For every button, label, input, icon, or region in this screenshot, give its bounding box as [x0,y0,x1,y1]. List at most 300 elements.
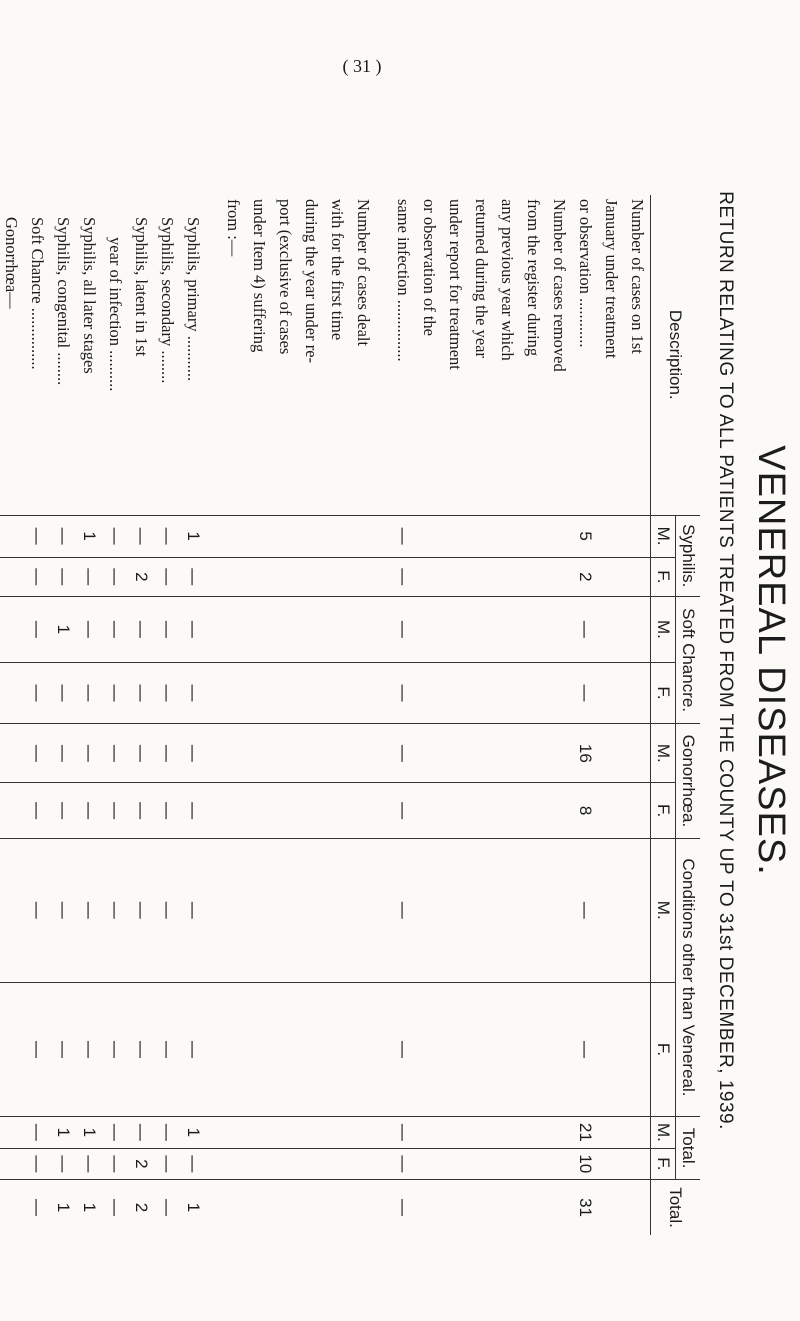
table-row [390,195,416,1235]
cell-soft-chancre-f [350,662,376,723]
cell-grand-total [324,1180,350,1235]
cell-gonorrhoea-m [416,724,442,783]
row-description: from the register during [524,199,543,357]
cell-gonorrhoea-m [624,724,651,783]
spacer-cell [376,1180,390,1235]
cell-soft-chancre-m: — [390,596,416,662]
cell-gonorrhoea-f: 8 [572,783,598,838]
cell-syphilis-f [624,557,651,596]
spacer-cell [206,1117,220,1148]
cell-grand-total: — [24,1180,50,1235]
cell-soft-chancre-f: — [24,662,50,723]
cell-soft-chancre-f [442,662,468,723]
cell-gonorrhoea-m [546,724,572,783]
cell-soft-chancre-m [220,596,246,662]
cell-soft-chancre-m: — [76,596,102,662]
cell-total-m [0,1117,24,1148]
cell-soft-chancre-m [298,596,324,662]
table-row [416,195,442,1235]
cell-grand-total [520,1180,546,1235]
header-soft-chancre: Soft Chancre. [676,596,701,723]
cell-syphilis-m: 1 [76,515,102,557]
cell-total-f [220,1148,246,1179]
table-row [520,195,546,1235]
cell-total-f [494,1148,520,1179]
cell-total-m: 21 [572,1117,598,1148]
cell-gonorrhoea-m [494,724,520,783]
spacer-cell [376,724,390,783]
cell-total-m: — [102,1117,128,1148]
cell-total-m: — [390,1117,416,1148]
cell-soft-chancre-f [494,662,520,723]
cell-other-m [272,838,298,982]
row-description: any previous year which [498,199,517,361]
spacer-cell [206,1148,220,1179]
cell-other-f: — [76,982,102,1116]
cell-syphilis-m: 1 [180,515,206,557]
table-row [624,195,651,1235]
cell-syphilis-m [442,515,468,557]
cell-syphilis-f [298,557,324,596]
cell-total-f [350,1148,376,1179]
cell-total-m: 1 [50,1117,76,1148]
cell-total-f [598,1148,624,1179]
cell-other-f [350,982,376,1116]
cell-gonorrhoea-f [272,783,298,838]
cell-soft-chancre-f [468,662,494,723]
cell-gonorrhoea-f: — [180,783,206,838]
table-row [180,195,206,1235]
table-row [102,195,128,1235]
row-description: or observation of the [420,199,439,337]
cell-other-m: — [50,838,76,982]
cell-grand-total [416,1180,442,1235]
cell-total-f [546,1148,572,1179]
cell-gonorrhoea-m: 16 [572,724,598,783]
cell-soft-chancre-f: — [128,662,154,723]
cell-syphilis-m: — [390,515,416,557]
cell-syphilis-f: — [390,557,416,596]
cell-syphilis-m: — [128,515,154,557]
cell-gonorrhoea-m: — [76,724,102,783]
cell-syphilis-f [0,557,24,596]
cell-gonorrhoea-m [598,724,624,783]
header-grand-total: Total. [651,1180,701,1235]
cell-soft-chancre-m: — [572,596,598,662]
cell-total-m [442,1117,468,1148]
cell-syphilis-m: — [102,515,128,557]
header-gonorrhoea: Gonorrhœa. [676,724,701,838]
cell-soft-chancre-f [0,662,24,723]
cell-grand-total: — [390,1180,416,1235]
row-description: under report for treatment [446,199,465,370]
cell-other-f: — [154,982,180,1116]
cell-gonorrhoea-m: — [390,724,416,783]
header-f: F. [651,662,676,723]
table-row [494,195,520,1235]
header-description: Description. [651,195,701,515]
cell-gonorrhoea-m [298,724,324,783]
cell-soft-chancre-f [220,662,246,723]
row-description: Gonorrhœa— [2,217,21,309]
table-row [246,195,272,1235]
cell-syphilis-f [468,557,494,596]
cell-gonorrhoea-m: — [154,724,180,783]
spacer-cell [206,195,220,515]
row-description: January under treatment [602,199,621,359]
cell-syphilis-f [220,557,246,596]
spacer-cell [376,195,390,515]
cell-soft-chancre-m: — [24,596,50,662]
cell-soft-chancre-f: — [102,662,128,723]
cell-grand-total [246,1180,272,1235]
cell-gonorrhoea-f: — [128,783,154,838]
cell-gonorrhoea-f: — [102,783,128,838]
cell-syphilis-f: 2 [128,557,154,596]
cell-syphilis-m [324,515,350,557]
cell-total-f: — [390,1148,416,1179]
spacer-cell [376,662,390,723]
cell-soft-chancre-f [324,662,350,723]
cell-other-f [324,982,350,1116]
spacer-cell [376,596,390,662]
table-row [572,195,598,1235]
cell-soft-chancre-m [598,596,624,662]
cell-total-f: — [154,1148,180,1179]
cell-grand-total: — [102,1180,128,1235]
cell-gonorrhoea-m [246,724,272,783]
cell-total-m [416,1117,442,1148]
spacer-cell [206,982,220,1116]
table-row [50,195,76,1235]
cell-other-m: — [128,838,154,982]
cell-soft-chancre-f: — [154,662,180,723]
cell-total-f: — [102,1148,128,1179]
cell-soft-chancre-f [272,662,298,723]
cell-syphilis-m [598,515,624,557]
cell-syphilis-m [624,515,651,557]
table-row [350,195,376,1235]
cell-other-m [624,838,651,982]
cell-syphilis-f: — [180,557,206,596]
table-body [0,195,651,1235]
spacer-cell [376,783,390,838]
table-row [154,195,180,1235]
cell-total-m [546,1117,572,1148]
cell-gonorrhoea-f: — [154,783,180,838]
cell-other-f [520,982,546,1116]
cell-other-f: — [572,982,598,1116]
cell-other-m [0,838,24,982]
cell-other-m: — [572,838,598,982]
row-spacer [376,195,390,1235]
cell-syphilis-f [442,557,468,596]
cell-total-f [468,1148,494,1179]
cell-soft-chancre-m: 1 [50,596,76,662]
cell-gonorrhoea-f [416,783,442,838]
cell-other-m: — [24,838,50,982]
cell-other-f [0,982,24,1116]
row-spacer [206,195,220,1235]
cell-syphilis-m: — [50,515,76,557]
cell-gonorrhoea-f [0,783,24,838]
cell-soft-chancre-f [546,662,572,723]
cell-grand-total: 1 [50,1180,76,1235]
cell-soft-chancre-f [598,662,624,723]
cell-syphilis-f [416,557,442,596]
cell-total-m [272,1117,298,1148]
cell-total-f: — [24,1148,50,1179]
cell-gonorrhoea-f [598,783,624,838]
header-f: F. [651,783,676,838]
cell-other-f [598,982,624,1116]
cell-soft-chancre-m [442,596,468,662]
cell-other-f: — [180,982,206,1116]
cell-grand-total: — [154,1180,180,1235]
cell-other-m [442,838,468,982]
table-row [272,195,298,1235]
cell-other-f [298,982,324,1116]
cell-other-f [624,982,651,1116]
row-description: year of infection .......... [106,237,125,392]
header-m: M. [651,1117,676,1148]
cell-other-m [220,838,246,982]
table-row [298,195,324,1235]
row-description: Syphilis, congenital ........ [54,217,73,386]
cell-grand-total: 31 [572,1180,598,1235]
table-row [76,195,102,1235]
table-row [442,195,468,1235]
cell-soft-chancre-m [494,596,520,662]
cell-gonorrhoea-f: — [76,783,102,838]
cell-other-f [494,982,520,1116]
cell-total-m: — [24,1117,50,1148]
cell-total-f [520,1148,546,1179]
cell-grand-total [468,1180,494,1235]
cell-gonorrhoea-f [520,783,546,838]
row-description: Syphilis, secondary ........ [158,217,177,384]
cell-gonorrhoea-m [324,724,350,783]
cell-other-m [598,838,624,982]
cell-gonorrhoea-m: — [24,724,50,783]
cell-total-f [442,1148,468,1179]
cell-soft-chancre-f: — [180,662,206,723]
row-description: from :— [224,199,243,257]
cell-total-f [624,1148,651,1179]
spacer-cell [376,515,390,557]
row-description: Syphilis, latent in 1st [132,217,151,357]
cell-gonorrhoea-m [220,724,246,783]
row-description: Number of cases on 1st [628,199,647,354]
cell-total-m [468,1117,494,1148]
cell-other-m: — [180,838,206,982]
cell-other-m: — [154,838,180,982]
header-m: M. [651,515,676,557]
cell-soft-chancre-m [468,596,494,662]
cell-soft-chancre-f: — [390,662,416,723]
cell-grand-total [442,1180,468,1235]
cell-soft-chancre-f [246,662,272,723]
cell-soft-chancre-f [298,662,324,723]
cell-gonorrhoea-m [520,724,546,783]
cell-soft-chancre-m: — [154,596,180,662]
header-m: M. [651,596,676,662]
cell-syphilis-m [416,515,442,557]
header-f: F. [651,1148,676,1179]
spacer-cell [376,838,390,982]
cell-grand-total [220,1180,246,1235]
cell-gonorrhoea-f [350,783,376,838]
spacer-cell [376,1117,390,1148]
cell-gonorrhoea-m: — [128,724,154,783]
header-f: F. [651,557,676,596]
header-total: Total. [676,1117,701,1180]
cell-total-f [298,1148,324,1179]
document-subtitle: RETURN RELATING TO ALL PATIENTS TREATED FROM THE COUNTY UP TO 31st DECEMBER, 1939. [715,191,736,1130]
row-description: Soft Chancre ............... [28,217,47,370]
cell-soft-chancre-f [624,662,651,723]
cell-soft-chancre-f: — [572,662,598,723]
page-number: ( 31 ) [342,56,382,76]
cell-other-f: — [128,982,154,1116]
cell-grand-total: 1 [76,1180,102,1235]
cell-other-m [298,838,324,982]
cell-total-f: 2 [128,1148,154,1179]
cell-syphilis-m: 5 [572,515,598,557]
cell-soft-chancre-f [520,662,546,723]
spacer-cell [206,596,220,662]
cell-syphilis-m [546,515,572,557]
cell-gonorrhoea-m: — [50,724,76,783]
table-row [546,195,572,1235]
cell-soft-chancre-m: — [128,596,154,662]
cell-grand-total [0,1180,24,1235]
cell-syphilis-m [298,515,324,557]
cell-soft-chancre-m [416,596,442,662]
header-m: M. [651,838,676,982]
spacer-cell [206,1180,220,1235]
cell-soft-chancre-m [272,596,298,662]
cell-grand-total [272,1180,298,1235]
cell-syphilis-m [350,515,376,557]
cell-grand-total: 1 [180,1180,206,1235]
cell-total-m [298,1117,324,1148]
cell-other-m: — [76,838,102,982]
cell-soft-chancre-m: — [102,596,128,662]
cell-other-f [220,982,246,1116]
cell-soft-chancre-m [246,596,272,662]
cell-gonorrhoea-m [272,724,298,783]
cell-total-m: — [154,1117,180,1148]
cell-total-f: 10 [572,1148,598,1179]
cell-total-m [246,1117,272,1148]
cell-total-m [350,1117,376,1148]
cell-soft-chancre-m: — [180,596,206,662]
spacer-cell [206,557,220,596]
table-row [128,195,154,1235]
cell-grand-total [598,1180,624,1235]
cell-grand-total [298,1180,324,1235]
cell-other-f [468,982,494,1116]
row-description: with for the first time [328,199,347,341]
cell-other-f [546,982,572,1116]
row-description: Syphilis, primary ........... [184,217,203,382]
cell-syphilis-f [350,557,376,596]
table-row [220,195,246,1235]
cell-total-m [494,1117,520,1148]
cell-other-m [324,838,350,982]
cell-total-f [416,1148,442,1179]
cell-total-f [324,1148,350,1179]
cell-other-m [350,838,376,982]
row-description: same infection ............... [394,199,413,362]
cell-gonorrhoea-f: — [390,783,416,838]
cell-soft-chancre-m [324,596,350,662]
cell-total-m: — [128,1117,154,1148]
cell-soft-chancre-f [416,662,442,723]
cell-total-f: — [50,1148,76,1179]
cell-other-f: — [24,982,50,1116]
row-description: under Item 4) suffering [250,199,269,353]
cell-other-m [416,838,442,982]
cell-grand-total [350,1180,376,1235]
cell-gonorrhoea-m [350,724,376,783]
cell-syphilis-m [272,515,298,557]
venereal-diseases-table [0,195,700,1235]
cell-syphilis-f: — [102,557,128,596]
header-other-conditions: Conditions other than Venereal. [676,838,701,1116]
cell-other-m [246,838,272,982]
cell-gonorrhoea-m: — [102,724,128,783]
table-row [0,195,24,1235]
spacer-cell [206,662,220,723]
cell-syphilis-m [0,515,24,557]
cell-other-m: — [390,838,416,982]
header-m: M. [651,724,676,783]
cell-syphilis-f [324,557,350,596]
spacer-cell [376,982,390,1116]
cell-other-m [546,838,572,982]
cell-syphilis-f: — [50,557,76,596]
cell-total-m: 1 [76,1117,102,1148]
spacer-cell [376,557,390,596]
cell-other-m: — [102,838,128,982]
cell-syphilis-m: — [154,515,180,557]
cell-other-f [272,982,298,1116]
table-row [598,195,624,1235]
cell-total-f [272,1148,298,1179]
cell-syphilis-m [520,515,546,557]
cell-grand-total [494,1180,520,1235]
cell-soft-chancre-f: — [50,662,76,723]
cell-gonorrhoea-m: — [180,724,206,783]
cell-other-m [494,838,520,982]
cell-syphilis-f: — [24,557,50,596]
header-syphilis: Syphilis. [676,515,701,596]
table-row [324,195,350,1235]
cell-soft-chancre-m [0,596,24,662]
cell-soft-chancre-m [350,596,376,662]
cell-total-f: — [180,1148,206,1179]
document-title: VENEREAL DISEASES. [750,445,792,876]
cell-syphilis-m [468,515,494,557]
cell-gonorrhoea-f [442,783,468,838]
cell-syphilis-f [494,557,520,596]
cell-total-f: — [76,1148,102,1179]
cell-total-m [324,1117,350,1148]
cell-gonorrhoea-f: — [50,783,76,838]
row-description: Number of cases removed [550,199,569,372]
